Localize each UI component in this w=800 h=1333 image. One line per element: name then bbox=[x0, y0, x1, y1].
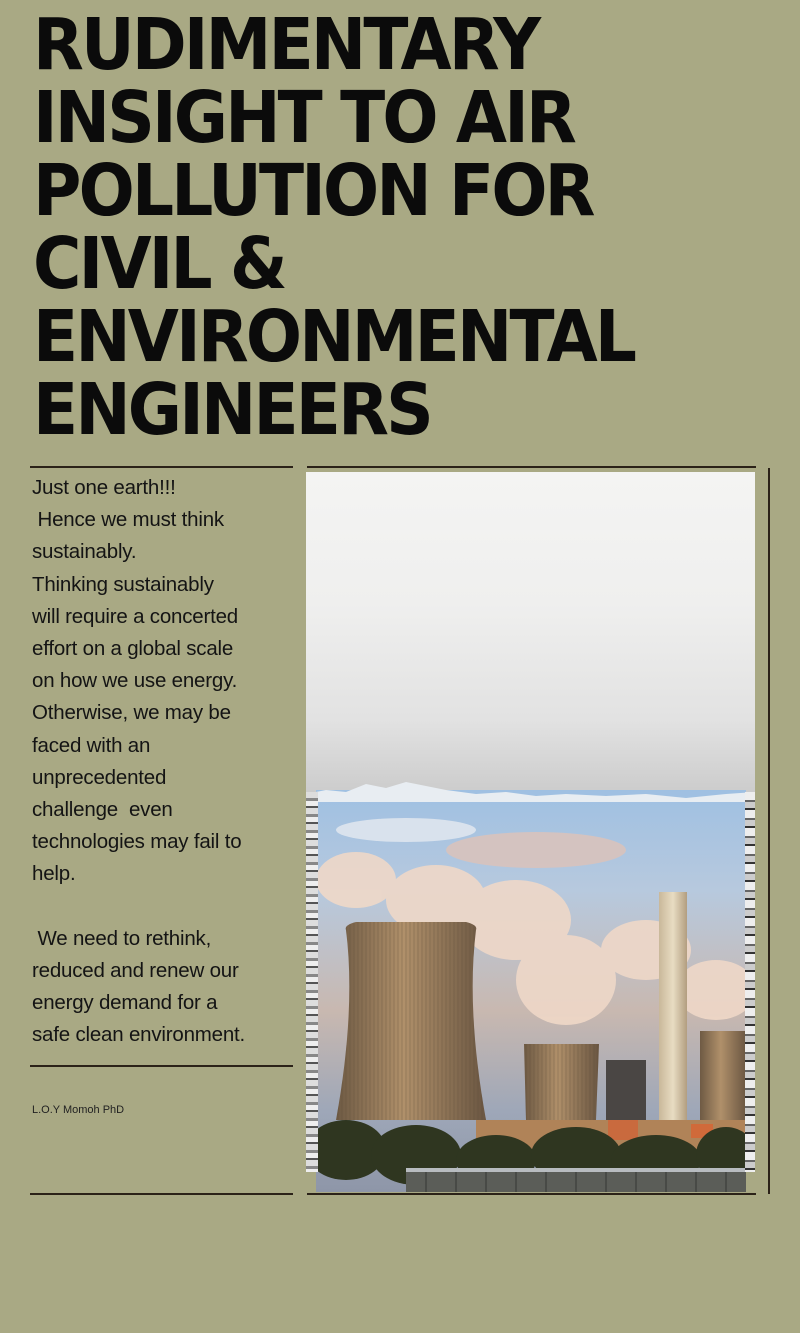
sky-with-clouds bbox=[316, 790, 746, 1192]
body-line: help. bbox=[32, 862, 76, 886]
title-line-3: POLLUTION FOR bbox=[33, 149, 593, 232]
divider-right-top bbox=[307, 466, 756, 468]
body-line: faced with an bbox=[32, 733, 151, 757]
body-line: Just one earth!!! bbox=[32, 476, 176, 499]
body-line: will require a concerted bbox=[32, 604, 238, 628]
body-line: safe clean environment. bbox=[32, 1023, 246, 1047]
torn-edge bbox=[306, 772, 755, 802]
divider-left-top bbox=[30, 466, 293, 468]
divider-left-bottom bbox=[30, 1193, 293, 1195]
body-line: unprecedented bbox=[32, 765, 167, 789]
body-text bbox=[32, 472, 294, 1051]
body-line: Hence we must think bbox=[32, 508, 224, 532]
divider-vertical-right bbox=[768, 468, 770, 1194]
body-line: We need to rethink, bbox=[32, 926, 212, 950]
power-plant-photo bbox=[306, 472, 755, 1192]
body-line: Thinking sustainably bbox=[32, 572, 214, 596]
body-line: technologies may fail to bbox=[32, 830, 242, 854]
power-plant-illustration bbox=[316, 790, 746, 1192]
photo-edge-right bbox=[745, 792, 755, 1172]
body-line: effort on a global scale bbox=[32, 637, 234, 661]
title-line-1: RUDIMENTARY bbox=[33, 3, 539, 86]
body-line: on how we use energy. bbox=[32, 669, 238, 693]
body-line: reduced and renew our bbox=[32, 958, 239, 982]
poster-title bbox=[33, 3, 740, 451]
paragraph-gap bbox=[32, 891, 294, 923]
author-credit: L.O.Y Momoh PhD bbox=[32, 1104, 125, 1116]
title-line-4: CIVIL & bbox=[33, 222, 285, 305]
divider-left-middle bbox=[30, 1065, 293, 1067]
body-line: challenge even bbox=[32, 798, 173, 822]
title-line-6: ENGINEERS bbox=[33, 368, 431, 451]
title-line-5: ENVIRONMENTAL bbox=[33, 295, 635, 378]
body-line: sustainably. bbox=[32, 540, 137, 564]
title-line-2: INSIGHT TO AIR bbox=[33, 76, 575, 159]
overcast-sky bbox=[306, 472, 755, 802]
divider-right-bottom bbox=[307, 1193, 756, 1195]
photo-edge-left bbox=[306, 792, 318, 1172]
body-line: Otherwise, we may be bbox=[32, 701, 231, 725]
body-line: energy demand for a bbox=[32, 991, 218, 1015]
